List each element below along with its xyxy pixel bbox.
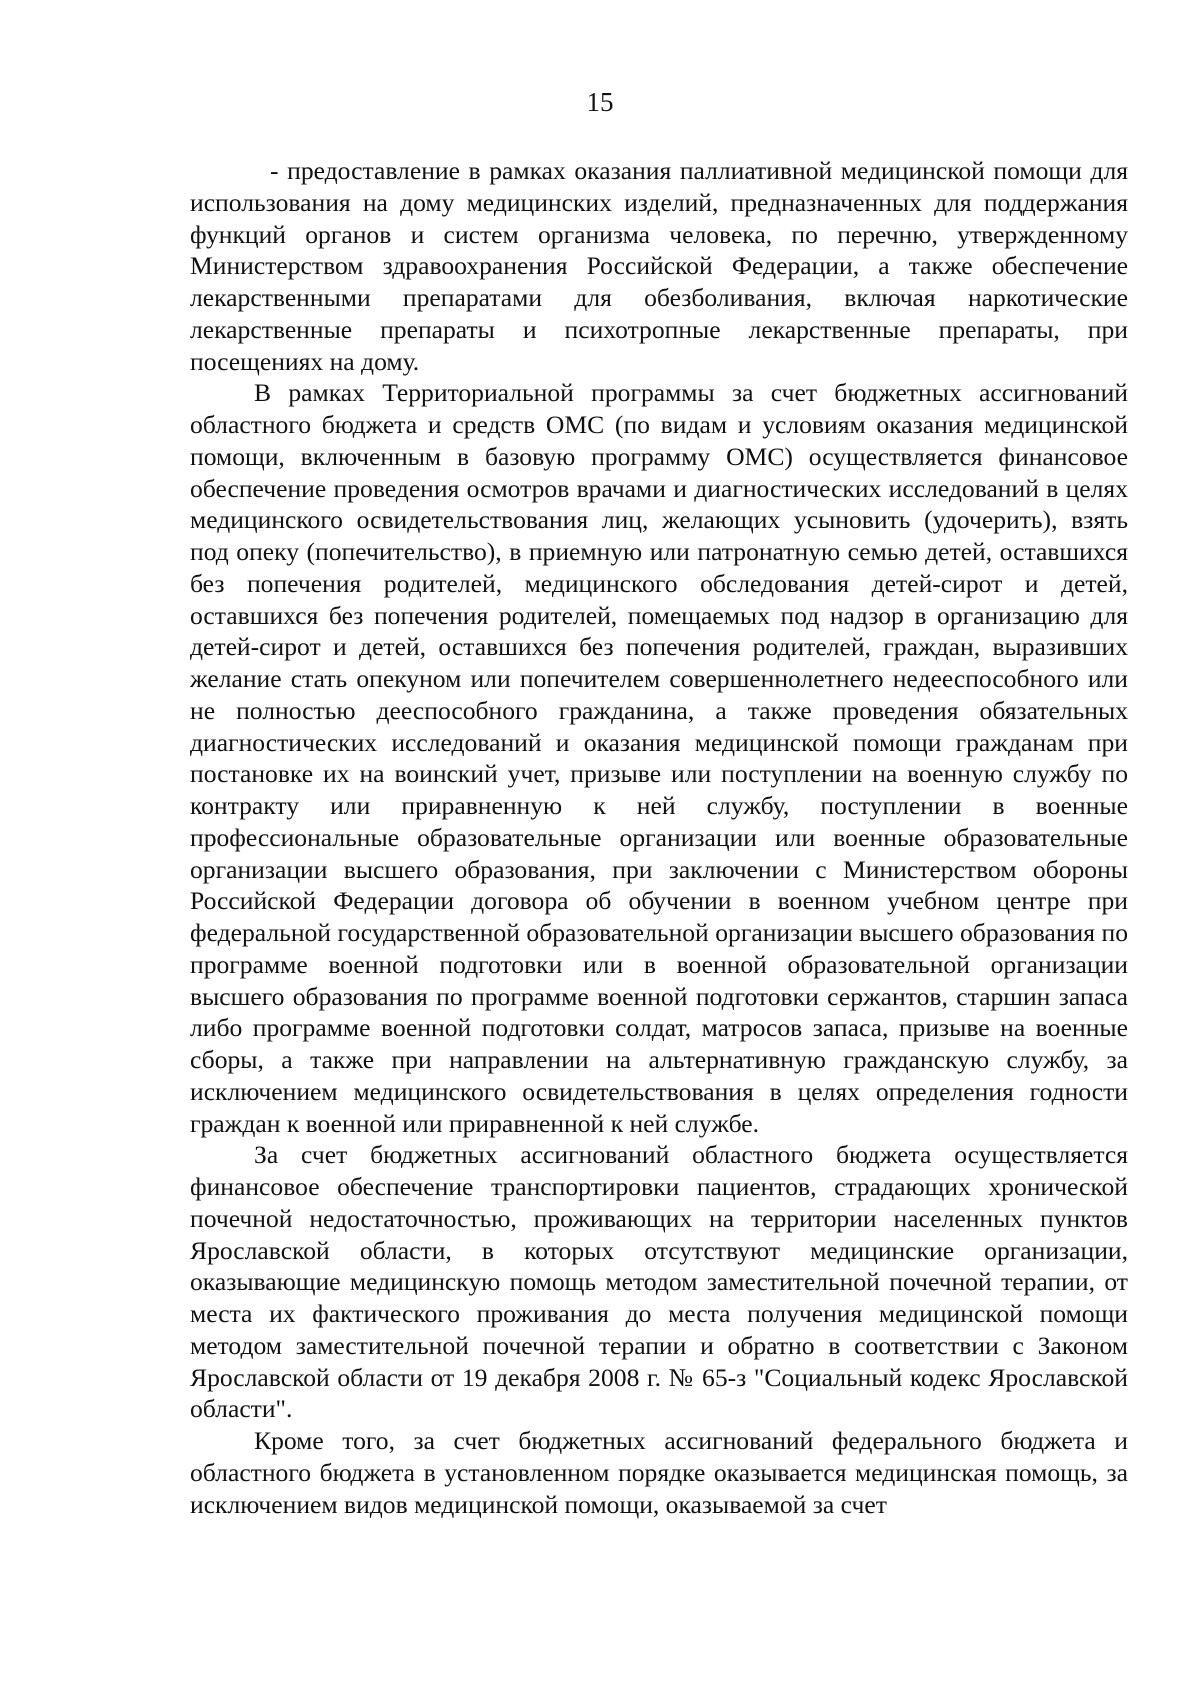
paragraph-medical-examinations: В рамках Территориальной программы за счет бюджетных ассигнований областного бюджета и средств ОМС (по видам и условиям оказания медицинской помощи, включенным в базовую программу ОМС) осуществляется финансовое обеспечение проведения осмотров врачами и диагностических исследований в целях медицинского освидетельствования лиц, желающих усыновить (удочерить), взять под опеку (попечительство), в приемную или патронатную семью детей, оставшихся без попечения родителей, медицинского обследования детей-сирот и детей, оставшихся без попечения родителей, помещаемых под надзор в организацию для детей-сирот и детей, оставшихся без попечения родителей, граждан, выразивших желание стать опекуном или попечителем совершеннолетнего недееспособного или не полностью дееспособного гражданина, а также проведения обязательных диагностических исследований и оказания медицинской помощи гражданам при постановке их на воинский учет, призыве или поступлении на военную службу по контракту или приравненную к ней службу, поступлении в военные профессиональные образовательные организации или военные образовательные организации высшего образования, при заключении с Министерством обороны Российской Федерации договора об обучении в военном учебном центре при федеральной государственной образовательной организации высшего образования по программе военной подготовки или в военной образовательной организации высшего образования по программе военной подготовки сержантов, старшин запаса либо программе военной подготовки солдат, матросов запаса, призыве на военные сборы, а также при направлении на альтернативную гражданскую службу, за исключением медицинского освидетельствования в целях определения годности граждан к военной или приравненной к ней службе. bbox=[190, 378, 1128, 1138]
paragraph-dialysis-transport: За счет бюджетных ассигнований областного бюджета осуществляется финансовое обеспечение транспортировки пациентов, страдающих хронической почечной недостаточностью, проживающих на территории населенных пунктов Ярославской области, в которых отсутствуют медицинские организации, оказывающие медицинскую помощь методом заместительной почечной терапии, от места их фактического проживания до места получения медицинской помощи методом заместительной почечной терапии и обратно в соответствии с Законом Ярославской области от 19 декабря 2008 г. № 65-з "Социальный кодекс Ярославской области". bbox=[190, 1140, 1128, 1424]
paragraph-palliative-devices: - предоставление в рамках оказания паллиативной медицинской помощи для использования на дому медицинских изделий, предназначенных для поддержания функций органов и систем организма человека, по перечню, утвержденному Министерством здравоохранения Российской Федерации, а также обеспечение лекарственными препаратами для обезболивания, включая наркотические лекарственные препараты и психотропные лекарственные препараты, при посещениях на дому. bbox=[190, 156, 1128, 376]
document-body bbox=[190, 155, 1128, 1520]
page-number: 15 bbox=[586, 87, 614, 117]
paragraph-federal-budget: Кроме того, за счет бюджетных ассигнований федерального бюджета и областного бюджета в установленном порядке оказывается медицинская помощь, за исключением видов медицинской помощи, оказываемой за счет bbox=[190, 1426, 1128, 1519]
